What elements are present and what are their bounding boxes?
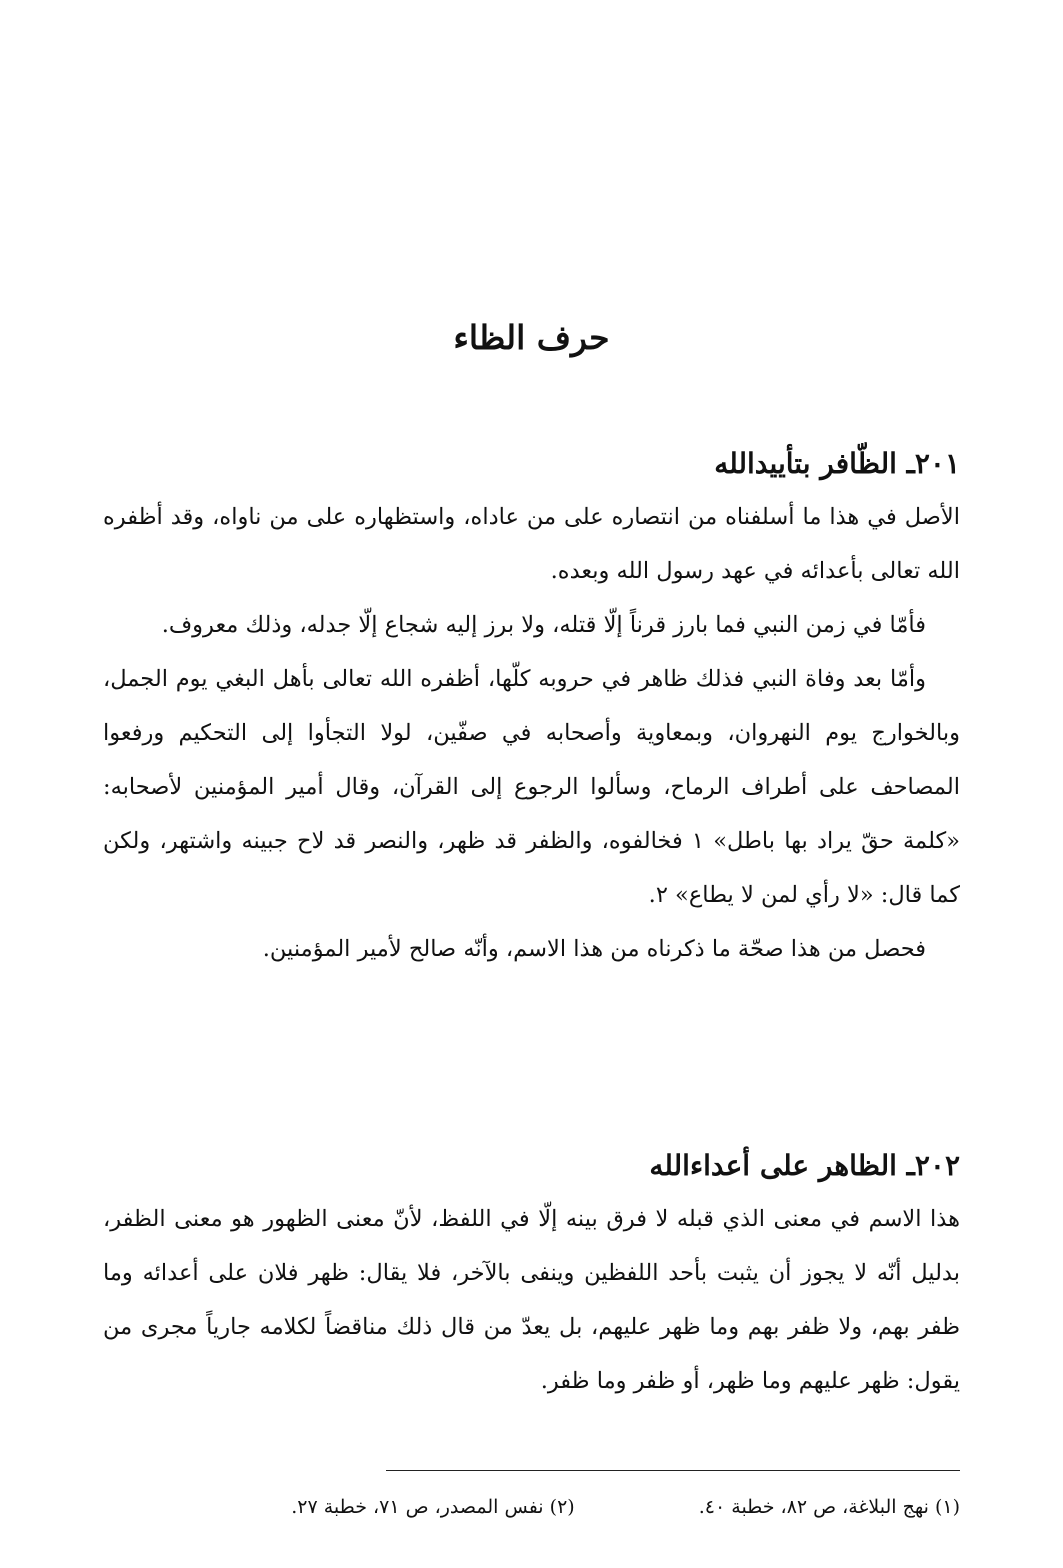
footnote-divider xyxy=(386,1470,960,1471)
paragraph: وأمّا بعد وفاة النبي فذلك ظاهر في حروبه كلّها، أظفره الله تعالى بأهل البغي يوم الجمل، وبالخوارج يوم النهروان، وبمعاوية وأصحابه في صفّين، لولا التجأوا إلى التحكيم ورفعوا المصاحف على أطراف الرماح، وسألوا الرجوع إلى القرآن، وقال أمير المؤمنين لأصحابه: «كلمة حقّ يراد بها باطل» ١ فخالفوه، والظفر قد ظهر، والنصر قد لاح جبينه واشتهر، ولكن كما قال: «لا رأي لمن لا يطاع» ٢. xyxy=(103,666,960,908)
section-201 xyxy=(103,438,960,976)
chapter-title: حرف الظاء xyxy=(453,318,610,357)
footnote-2: (٢) نفس المصدر، ص ٧١، خطبة ٢٧. xyxy=(291,1496,575,1518)
paragraph: هذا الاسم في معنى الذي قبله لا فرق بينه إلّا في اللفظ، لأنّ معنى الظهور هو معنى الظفر، بدليل أنّه لا يجوز أن يثبت بأحد اللفظين وينفى بالآخر، فلا يقال: ظهر فلان على أعدائه وما ظفر بهم، ولا ظفر بهم وما ظهر عليهم، بل يعدّ من قال ذلك مناقضاً لكلامه جارياً مجرى من يقول: ظهر عليهم وما ظهر، أو ظفر وما ظفر. xyxy=(103,1206,960,1394)
footnotes xyxy=(103,1490,960,1524)
section-heading: ٢٠٢ـ الظاهر على أعداءالله xyxy=(649,1149,960,1182)
paragraph: فأمّا في زمن النبي فما بارز قرناً إلّا قتله، ولا برز إليه شجاع إلّا جدله، وذلك معروف. xyxy=(161,612,926,638)
section-heading: ٢٠١ـ الظّافر بتأييدالله xyxy=(714,447,960,480)
paragraph: الأصل في هذا ما أسلفناه من انتصاره على من عاداه، واستظهاره على من ناواه، وقد أظفره الله تعالى بأعدائه في عهد رسول الله وبعده. xyxy=(103,504,960,584)
section-202 xyxy=(103,1140,960,1408)
paragraph: فحصل من هذا صحّة ما ذكرناه من هذا الاسم، وأنّه صالح لأمير المؤمنين. xyxy=(262,936,926,962)
footnote-1: (١) نهج البلاغة، ص ٨٢، خطبة ٤٠. xyxy=(698,1496,960,1518)
